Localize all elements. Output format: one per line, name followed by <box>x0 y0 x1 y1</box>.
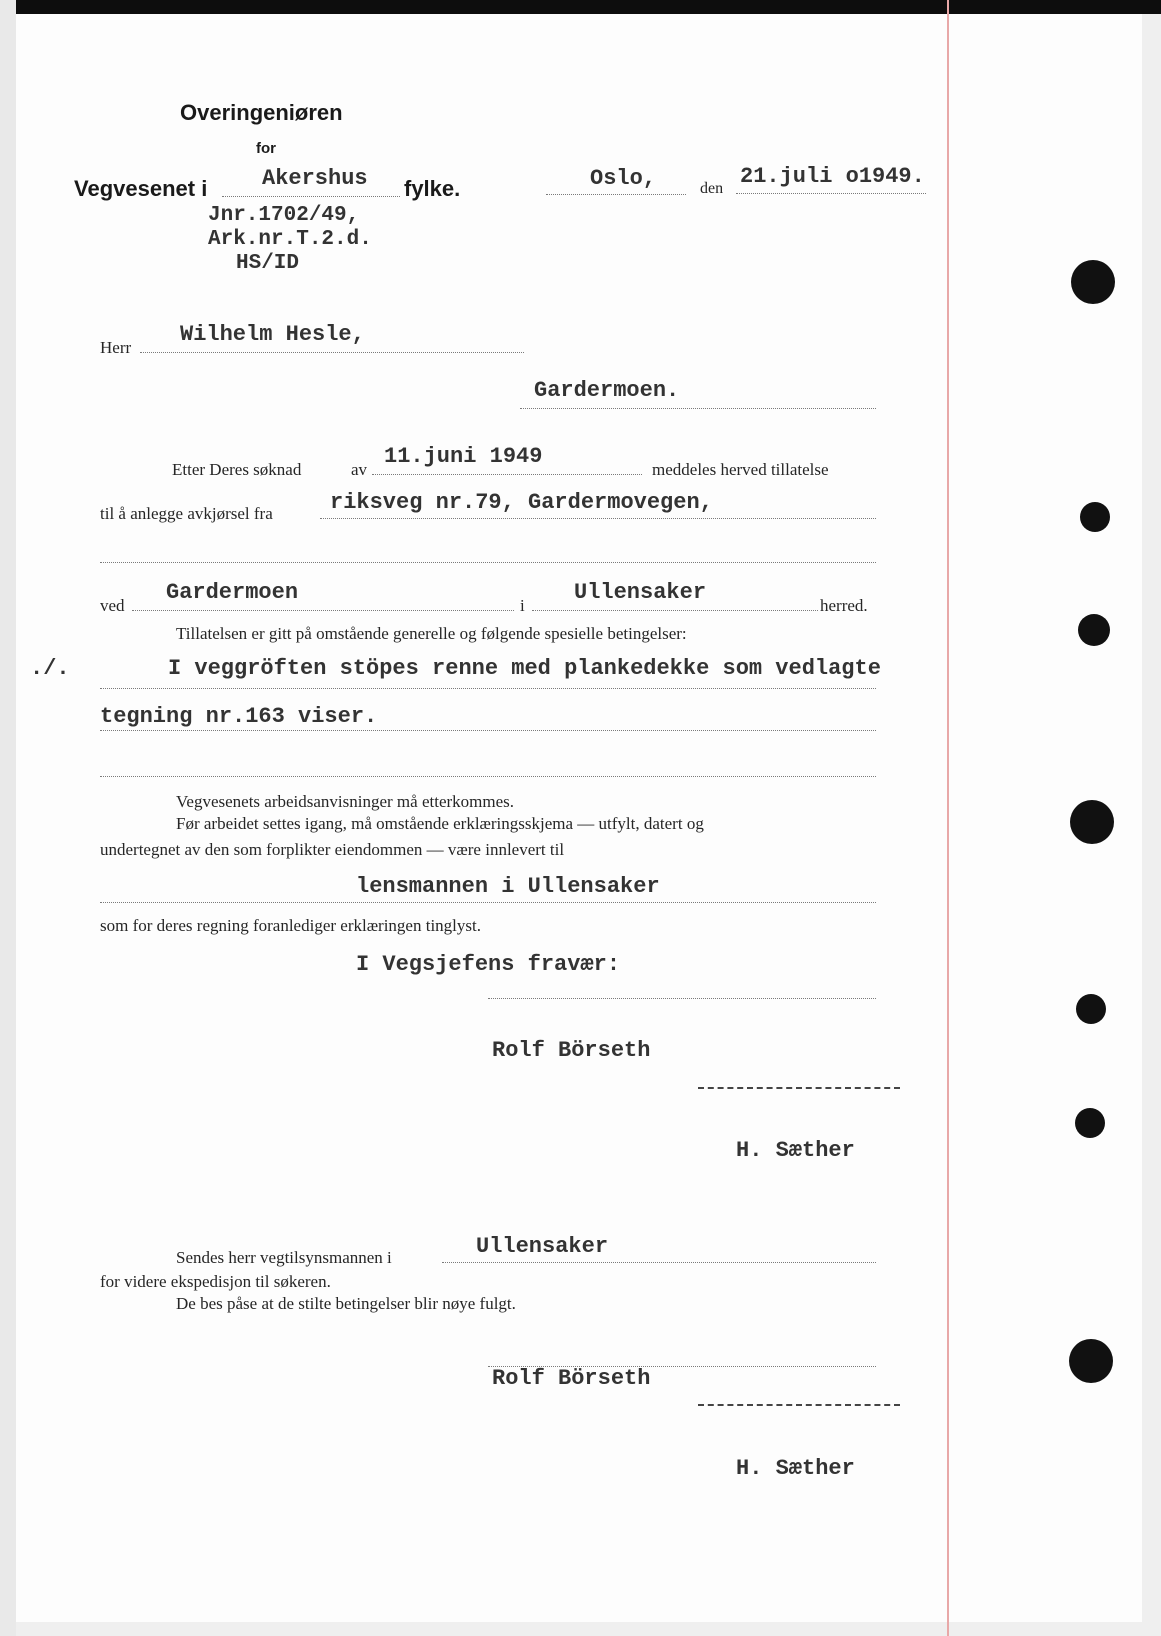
herred-value: Ullensaker <box>574 580 707 605</box>
absence-note: I Vegsjefens fravær: <box>356 952 621 977</box>
av-label: av <box>351 460 368 479</box>
fylke-label: fylke. <box>404 176 461 201</box>
ved-value: Gardermoen <box>166 580 299 605</box>
punch-hole <box>1071 260 1115 304</box>
condition-line-1: I veggröften stöpes renne med plankedekke som vedlagte <box>168 656 881 681</box>
margin-mark: ./. <box>30 656 70 681</box>
signatory-name-2: Rolf Börseth <box>492 1366 651 1391</box>
office-title: Overingeniøren <box>180 100 343 125</box>
for-arbeidet-line-2: undertegnet av den som forplikter eiendommen — være innlevert til <box>100 840 565 859</box>
punch-hole <box>1080 502 1110 532</box>
signature-dash-2 <box>698 1404 900 1406</box>
sendes-line <box>442 1262 876 1263</box>
road-line <box>320 518 876 519</box>
second-signatory-2: H. Sæther <box>736 1456 855 1481</box>
signatory-name-1: Rolf Börseth <box>492 1038 651 1063</box>
punch-hole <box>1076 994 1106 1024</box>
anlegge-label: til å anlegge avkjørsel fra <box>100 504 273 523</box>
place-value: Oslo, <box>590 166 657 191</box>
condition-line-2: tegning nr.163 viser. <box>100 704 378 729</box>
letter-date: 21.juli o1949. <box>740 164 925 189</box>
punch-hole <box>1069 1339 1113 1383</box>
regning-text: som for deres regning foranlediger erklæringen tinglyst. <box>100 916 481 935</box>
punch-hole <box>1075 1108 1105 1138</box>
county-line <box>222 196 400 197</box>
punch-hole <box>1078 614 1110 646</box>
condition-rule-1 <box>100 688 876 689</box>
arbeid-text: Vegvesenets arbeidsanvisninger må etterkommes. <box>176 792 515 811</box>
blank-line <box>100 562 876 563</box>
lensmann-line <box>100 902 876 903</box>
meddeles-label: meddeles herved tillatelse <box>652 460 829 479</box>
herred-line <box>532 610 818 611</box>
lensmann-value: lensmannen i Ullensaker <box>356 874 660 899</box>
place-line <box>546 194 686 195</box>
road-value: riksveg nr.79, Gardermovegen, <box>330 490 713 515</box>
signature-dash-1 <box>698 1087 900 1089</box>
paase-text: De bes påse at de stilte betingelser blir nøye fulgt. <box>176 1294 516 1313</box>
scan-border-left <box>0 0 16 1636</box>
for-label: for <box>256 140 276 157</box>
ved-label: ved <box>100 596 125 615</box>
application-date: 11.juni 1949 <box>384 444 543 469</box>
videre-text: for videre ekspedisjon til søkeren. <box>100 1272 331 1291</box>
recipient-name: Wilhelm Hesle, <box>180 322 365 347</box>
recipient-line <box>140 352 524 353</box>
archive-number: Ark.nr.T.2.d. <box>208 228 372 251</box>
county-value: Akershus <box>262 166 368 191</box>
second-signatory-1: H. Sæther <box>736 1138 855 1163</box>
condition-rule-2 <box>100 730 876 731</box>
den-label: den <box>700 180 724 197</box>
initials: HS/ID <box>236 252 300 275</box>
ved-line <box>132 610 514 611</box>
sendes-value: Ullensaker <box>476 1234 609 1259</box>
signature-line-1 <box>488 998 876 999</box>
herred-label: herred. <box>820 596 868 615</box>
date-line <box>736 193 926 194</box>
sendes-label: Sendes herr vegtilsynsmannen i <box>176 1248 392 1267</box>
condition-rule-3 <box>100 776 876 777</box>
scan-border-top <box>0 0 1161 14</box>
herr-label: Herr <box>100 338 132 357</box>
vegvesenet-label: Vegvesenet i <box>74 176 208 201</box>
i-label: i <box>520 596 525 615</box>
journal-number: Jnr.1702/49, <box>208 204 360 227</box>
etter-label: Etter Deres søknad <box>172 460 302 479</box>
recipient-address: Gardermoen. <box>534 378 680 403</box>
application-date-line <box>372 474 642 475</box>
for-arbeidet-line-1: Før arbeidet settes igang, må omstående erklæringsskjema — utfylt, datert og <box>176 814 704 833</box>
address-line <box>520 408 876 409</box>
margin-rule <box>947 0 949 1636</box>
punch-hole <box>1070 800 1114 844</box>
conditions-intro: Tillatelsen er gitt på omstående generelle og følgende spesielle betingelser: <box>176 624 687 643</box>
